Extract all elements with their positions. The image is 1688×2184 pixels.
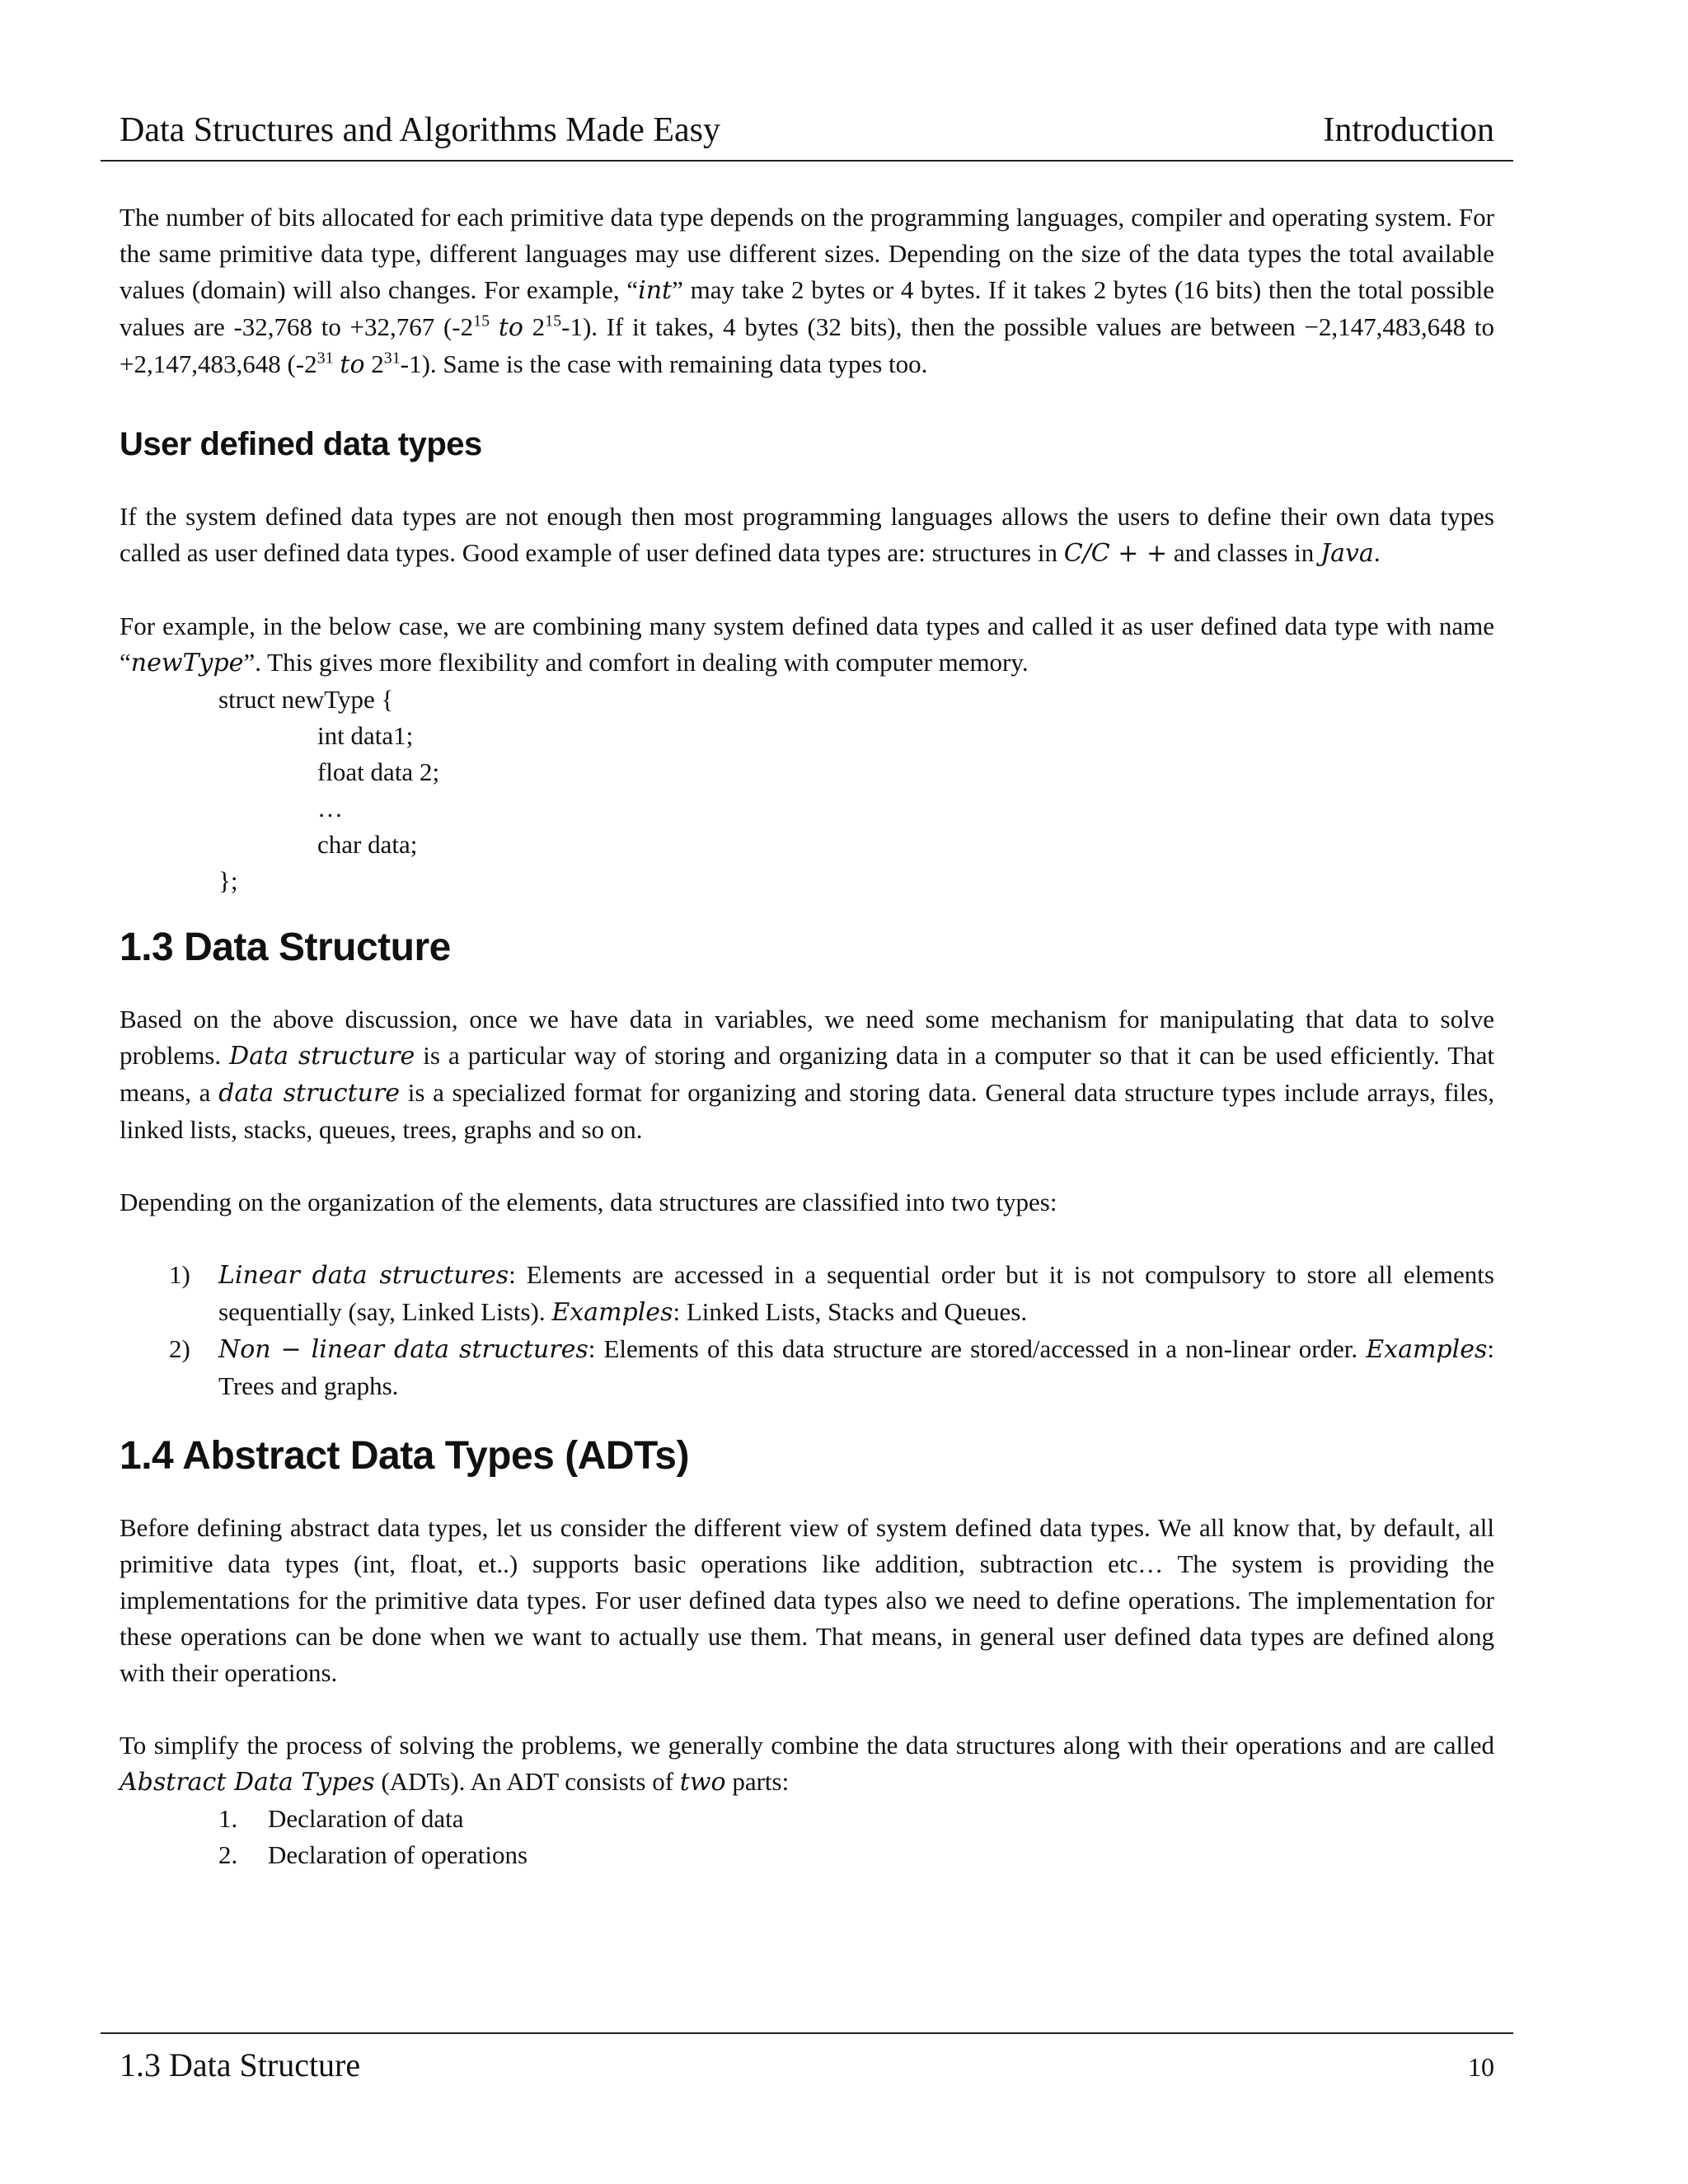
running-header bbox=[120, 105, 1494, 155]
header-rule bbox=[101, 160, 1513, 162]
code-line: }; bbox=[218, 866, 238, 895]
code-line: char data; bbox=[317, 830, 418, 859]
intro-paragraph: The number of bits allocated for each primitive data type depends on the programming languages, compiler and operating system. For the same primitive data type, different languages may use different sizes. Depending on the size of the data types the total available values (domain) will also changes. For example, “int” may take 2 bytes or 4 bytes. If it takes 2 bytes (16 bits) then the total possible values are -32,768 to +32,767 ($-2^{15}$ to $2^{15}-1$). If it takes, 4 bytes (32 bits), then the possible values are between −2,147,483,648 to +2,147,483,648 ($-2^{31}$ to $2^{31}-1$). Same is the case with remaining data types too. bbox=[120, 203, 1494, 379]
data-structure-paragraph-1: Based on the above discussion, once we have data in variables, we need some mechanism for manipulating that data to solve problems. Data structure is a particular way of storing and organizing data in a computer so that it can be used efficiently. That means, a data structure is a specialized format for organizing and storing data. General data structure types include arrays, files, linked lists, stacks, queues, trees, graphs and so on. bbox=[120, 1005, 1494, 1144]
code-line: int data1; bbox=[317, 721, 414, 750]
page-number: 10 bbox=[1468, 2052, 1494, 2082]
chapter-title: Introduction bbox=[1323, 111, 1494, 149]
footer-rule bbox=[101, 2032, 1513, 2034]
user-defined-paragraph-2: For example, in the below case, we are combining many system defined data types and called it as user defined data type with name “newType”. This gives more flexibility and comfort in dealing with computer memory. bbox=[120, 612, 1494, 677]
running-footer bbox=[120, 2042, 1494, 2090]
code-line: struct newType { bbox=[218, 685, 394, 714]
book-title: Data Structures and Algorithms Made Easy bbox=[120, 111, 721, 149]
page-content bbox=[120, 199, 1494, 1873]
struct-code-block bbox=[120, 682, 1494, 899]
adt-parts-list bbox=[120, 1801, 1494, 1873]
heading-abstract-data-types: 1.4 Abstract Data Types (ADTs) bbox=[120, 1434, 689, 1478]
code-line: float data 2; bbox=[317, 757, 440, 786]
list-item: 1) Linear data structures: Elements are accessed in a sequential order but it is not compulsory to store all elements sequentially (say, Linked Lists). Examples: Linked Lists, Stacks and Queues. bbox=[169, 1260, 1494, 1327]
footer-section-title: 1.3 Data Structure bbox=[120, 2046, 361, 2083]
list-item: 2. Declaration of operations bbox=[218, 1840, 528, 1869]
data-structure-types-list bbox=[120, 1257, 1494, 1404]
adt-paragraph-2: To simplify the process of solving the problems, we generally combine the data structures along with their operations and are called Abstract Data Types (ADTs). An ADT consists of two parts: bbox=[120, 1731, 1494, 1797]
data-structure-paragraph-2: Depending on the organization of the elements, data structures are classified into two types: bbox=[120, 1188, 1057, 1216]
heading-user-defined-data-types: User defined data types bbox=[120, 426, 482, 462]
code-line: … bbox=[317, 794, 343, 823]
user-defined-paragraph-1: If the system defined data types are not enough then most programming languages allows the users to define their own data types called as user defined data types. Good example of user defined data types are: structures in C/C + + and classes in Java. bbox=[120, 502, 1494, 568]
list-item: 1. Declaration of data bbox=[218, 1804, 464, 1833]
heading-data-structure: 1.3 Data Structure bbox=[120, 926, 451, 969]
list-item: 2) Non − linear data structures: Elements of this data structure are stored/accessed in a non-linear order. Examples: Trees and graphs. bbox=[169, 1334, 1495, 1400]
adt-paragraph-1: Before defining abstract data types, let us consider the different view of system defined data types. We all know that, by default, all primitive data types (int, float, et..) supports basic operations like addition, subtraction etc… The system is providing the implementations for the primitive data types. For user defined data types also we need to define operations. The implementation for these operations can be done when we want to actually use them. That means, in general user defined data types are defined along with their operations. bbox=[120, 1513, 1494, 1687]
